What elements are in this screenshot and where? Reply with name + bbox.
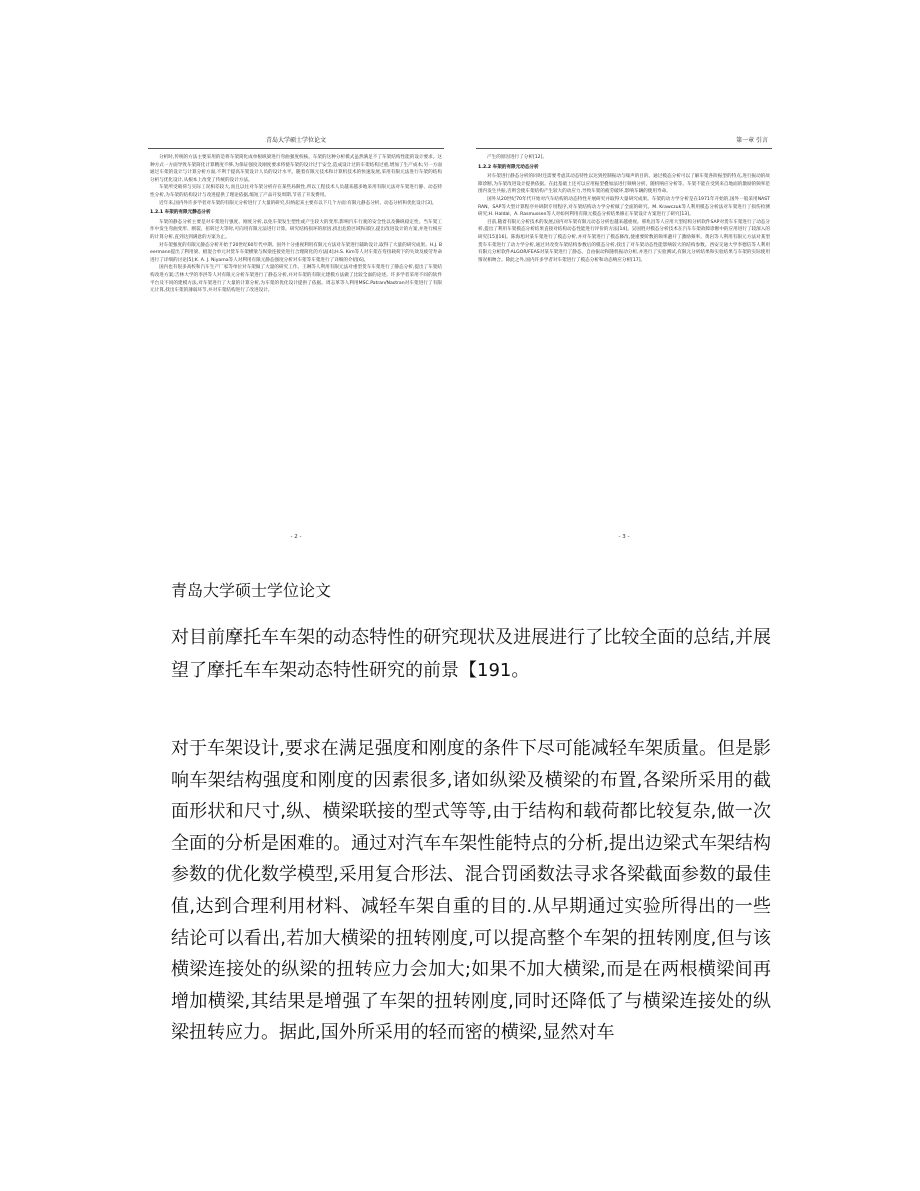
left-running-head (148, 136, 444, 149)
right-page-number: - 3 - (618, 534, 630, 540)
thesis-caption: 青岛大学硕士学位论文 (171, 581, 332, 600)
page-paragraph: 目前,随着有限元分析技术的发展,国内对车架有限元动态分析也越来越重视。邢兆昌等人应用大型结构分析软件SAP对货车车架进行了动态分析,提出了利用车架模态分析结果直接对结构动态性能进行评价的方法[14]。吴国胜对模态分析技术在汽车车架故障诊断中的应用进行了较深入的研究[15][16]。陈海旭对某车架进行了模态分析,并对车架进行了模态修改,使重要阶数的频率避开了激励频率。黄岩等人利用有限元方法对某型货车车架进行了动力学分析,通过对改变车架结构参数后的模态分析,找出了对车架动态性能影响较大的结构参数。西安交通大学李德信等人利用有限元分析软件ALGOR/FEAS对某车架进行了静态、自由振动和随机振动分析,并进行了实验测试,有限元分析结果和实验结果与车架的实际使用情况相吻合。除此之外,国内许多学者对车架进行了模态分析和动态响应分析[17]。 (478, 219, 770, 263)
left-page-body (150, 154, 442, 524)
section-heading: 1.2.2 车架的有限元动态分析 (478, 164, 539, 170)
body-paragraph-2: 对于车架设计,要求在满足强度和刚度的条件下尽可能减轻车架质量。但是影响车架结构强度和刚度的因素很多,诸如纵梁及横梁的布置,各梁所采用的截面形状和尺寸,纵、横梁联接的型式等等,由于结构和载荷都比较复杂,做一次全面的分析是困难的。通过对汽车车架性能特点的分析,提出边梁式车架结构参数的优化数学模型,采用复合形法、混合罚函数法寻求各梁截面参数的最佳值,达到合理利用材料、减轻车架自重的目的.从早期通过实验所得出的一些结论可以看出,若加大横梁的扭转刚度,可以提高整个车架的扭转刚度,但与该横梁连接处的纵梁的扭转应力会加大;如果不加大横梁,而是在两根横梁间再增加横梁,其结果是增强了车架的扭转刚度,同时还降低了与横梁连接处的纵梁扭转应力。据此,国外所采用的轻而密的横梁,显然对车 (171, 738, 771, 1044)
page-paragraph: 近年来,国内外许多学者对车架的有限元分析进行了大量的研究,归纳起来主要有以下几个方面:有限元静态分析、动态分析和优化设计[3]。 (159, 200, 437, 206)
scanned-page-spread (148, 136, 772, 542)
right-page-body (478, 154, 770, 524)
left-page-thumbnail (148, 136, 444, 542)
page-paragraph: 分析时,传统的方法主要采用的是将车架简化成单根纵梁进行弯曲强度校核。车架的这种分析模式虽然满足不了车架结构性能的设计要求。这种方式一方面导致车架简化计算精度不够,为保证强度及刚度要求将使车架的设计过于安全,造成设计过的车架结构过重,增加了生产成本;另一方面通过车架的设计与计算分析方面,不利于提高车架设计人员的设计水平。随着有限元技术和计算机技术的快速发展,采用有限元法进行车架的结构分析与优化设计,从根本上改变了传统的设计方法。 (150, 155, 442, 183)
right-running-head (476, 136, 772, 149)
left-page-number: - 2 - (290, 534, 302, 540)
left-running-head-text: 青岛大学硕士学位论文 (265, 137, 326, 144)
page-paragraph: 对车架强度的有限元静态分析开始于20世纪60年代中期。国外十分重视利用有限元方法对车架进行辅助设计,取得了大量的研究成果。H.J. Beermann提出了利用梁、板混合单元对货车车架横梁与纵梁连接处进行合理简化的方法[4];H.S. Kim等人对车架在弯扭载荷下的失效及疲劳寿命进行了详细的讨论[5];K. A. J. Niyama等人对利用有限元静态强度分析对车架等车架进行了详细的介绍[6]。 (150, 242, 442, 263)
body-paragraph-1: 对目前摩托车车架的动态特性的研究现状及进展进行了比较全面的总结,并展望了摩托车车架动态特性研究的前景【191。 (171, 627, 771, 681)
page-paragraph: 对车架进行静态分析的同时还需要考虑其动态特性以达到控制振动与噪声的目的。通过模态分析可以了解车架各阶振型的特点,进行振动的故障诊断,为车架改进设计提供依据。在此基础上还可以应用振型叠加法进行频响分析、随机响应分析等。车架不能在受到来自地面的激励的频率范围内发生共振,否则会使车架结构产生较大的动应力,导致车架的疲劳破坏,影响车辆的使用寿命。 (478, 174, 770, 195)
page-paragraph: 车架的静态分析主要是对车架进行强度、刚度分析,以免车架发生塑性或产生较大的变形,影响汽车行驶的安全性以及操纵稳定性。当车架工作中发生弯曲变形、断裂、扭转过大等时,可向用有限元法进行计算。研究结构损坏的原因,找出危险区域和部位,提出改进设计的方案,并进行相应的计算分析,直到达到满意的方案为止。 (150, 219, 442, 240)
page-paragraph: 国内也有很多高校和汽车生产厂家等单位对车架做了大量的研究工作。王琳等人利用有限元法对重型货车车架进行了静态分析,提出了车架结构改进方案;吉林大学的李洪等人对有限元分析车架进行了静态分析,并对车架的有限元建模方法做了比较全面的论述。许多学者采用不同的软件平台及不同的建模方法,对车架进行了大量的计算分析,为车架的优化设计提供了依据。周志革等人利用MSC.Patran/Nastran对车架进行了有限元计算,找出车架的薄弱环节,并对车架结构进行了改进设计。 (150, 265, 442, 294)
page-paragraph: 国外从20世纪70年代开始对汽车结构的动态特性开展研究并取得大量研究成果。车架的动力学分析是在1971年开始的,国外一般采用NASTRAN、SAP等大型计算程序并研制专用程序,对车架结构动力学分析做了全面的研究。M. Krawczuk等人利用模态分析法对车架进行了损伤检测研究;H. Haldal、A. Rasmussen等人对如何利用有限元模态分析结果修正车架设计方案进行了研究[13]。 (478, 196, 770, 218)
right-running-head-text: 第一章 引言 (736, 137, 768, 144)
page-paragraph: 产生的原因进行了分析[12]。 (487, 155, 547, 160)
section-heading: 1.2.1 车架的有限元静态分析 (150, 210, 211, 216)
page-paragraph: 车架所受载荷与实际工况相差较大,而且以往对车架分析存在某些局限性,所以工程技术人员越来越多地采用有限元法对车架进行静、动态特性分析,为车架的结构设计与改进提供了理论依据,缩短了产品开发周期,节省了开发费用。 (150, 185, 442, 198)
right-page-thumbnail (476, 136, 772, 542)
